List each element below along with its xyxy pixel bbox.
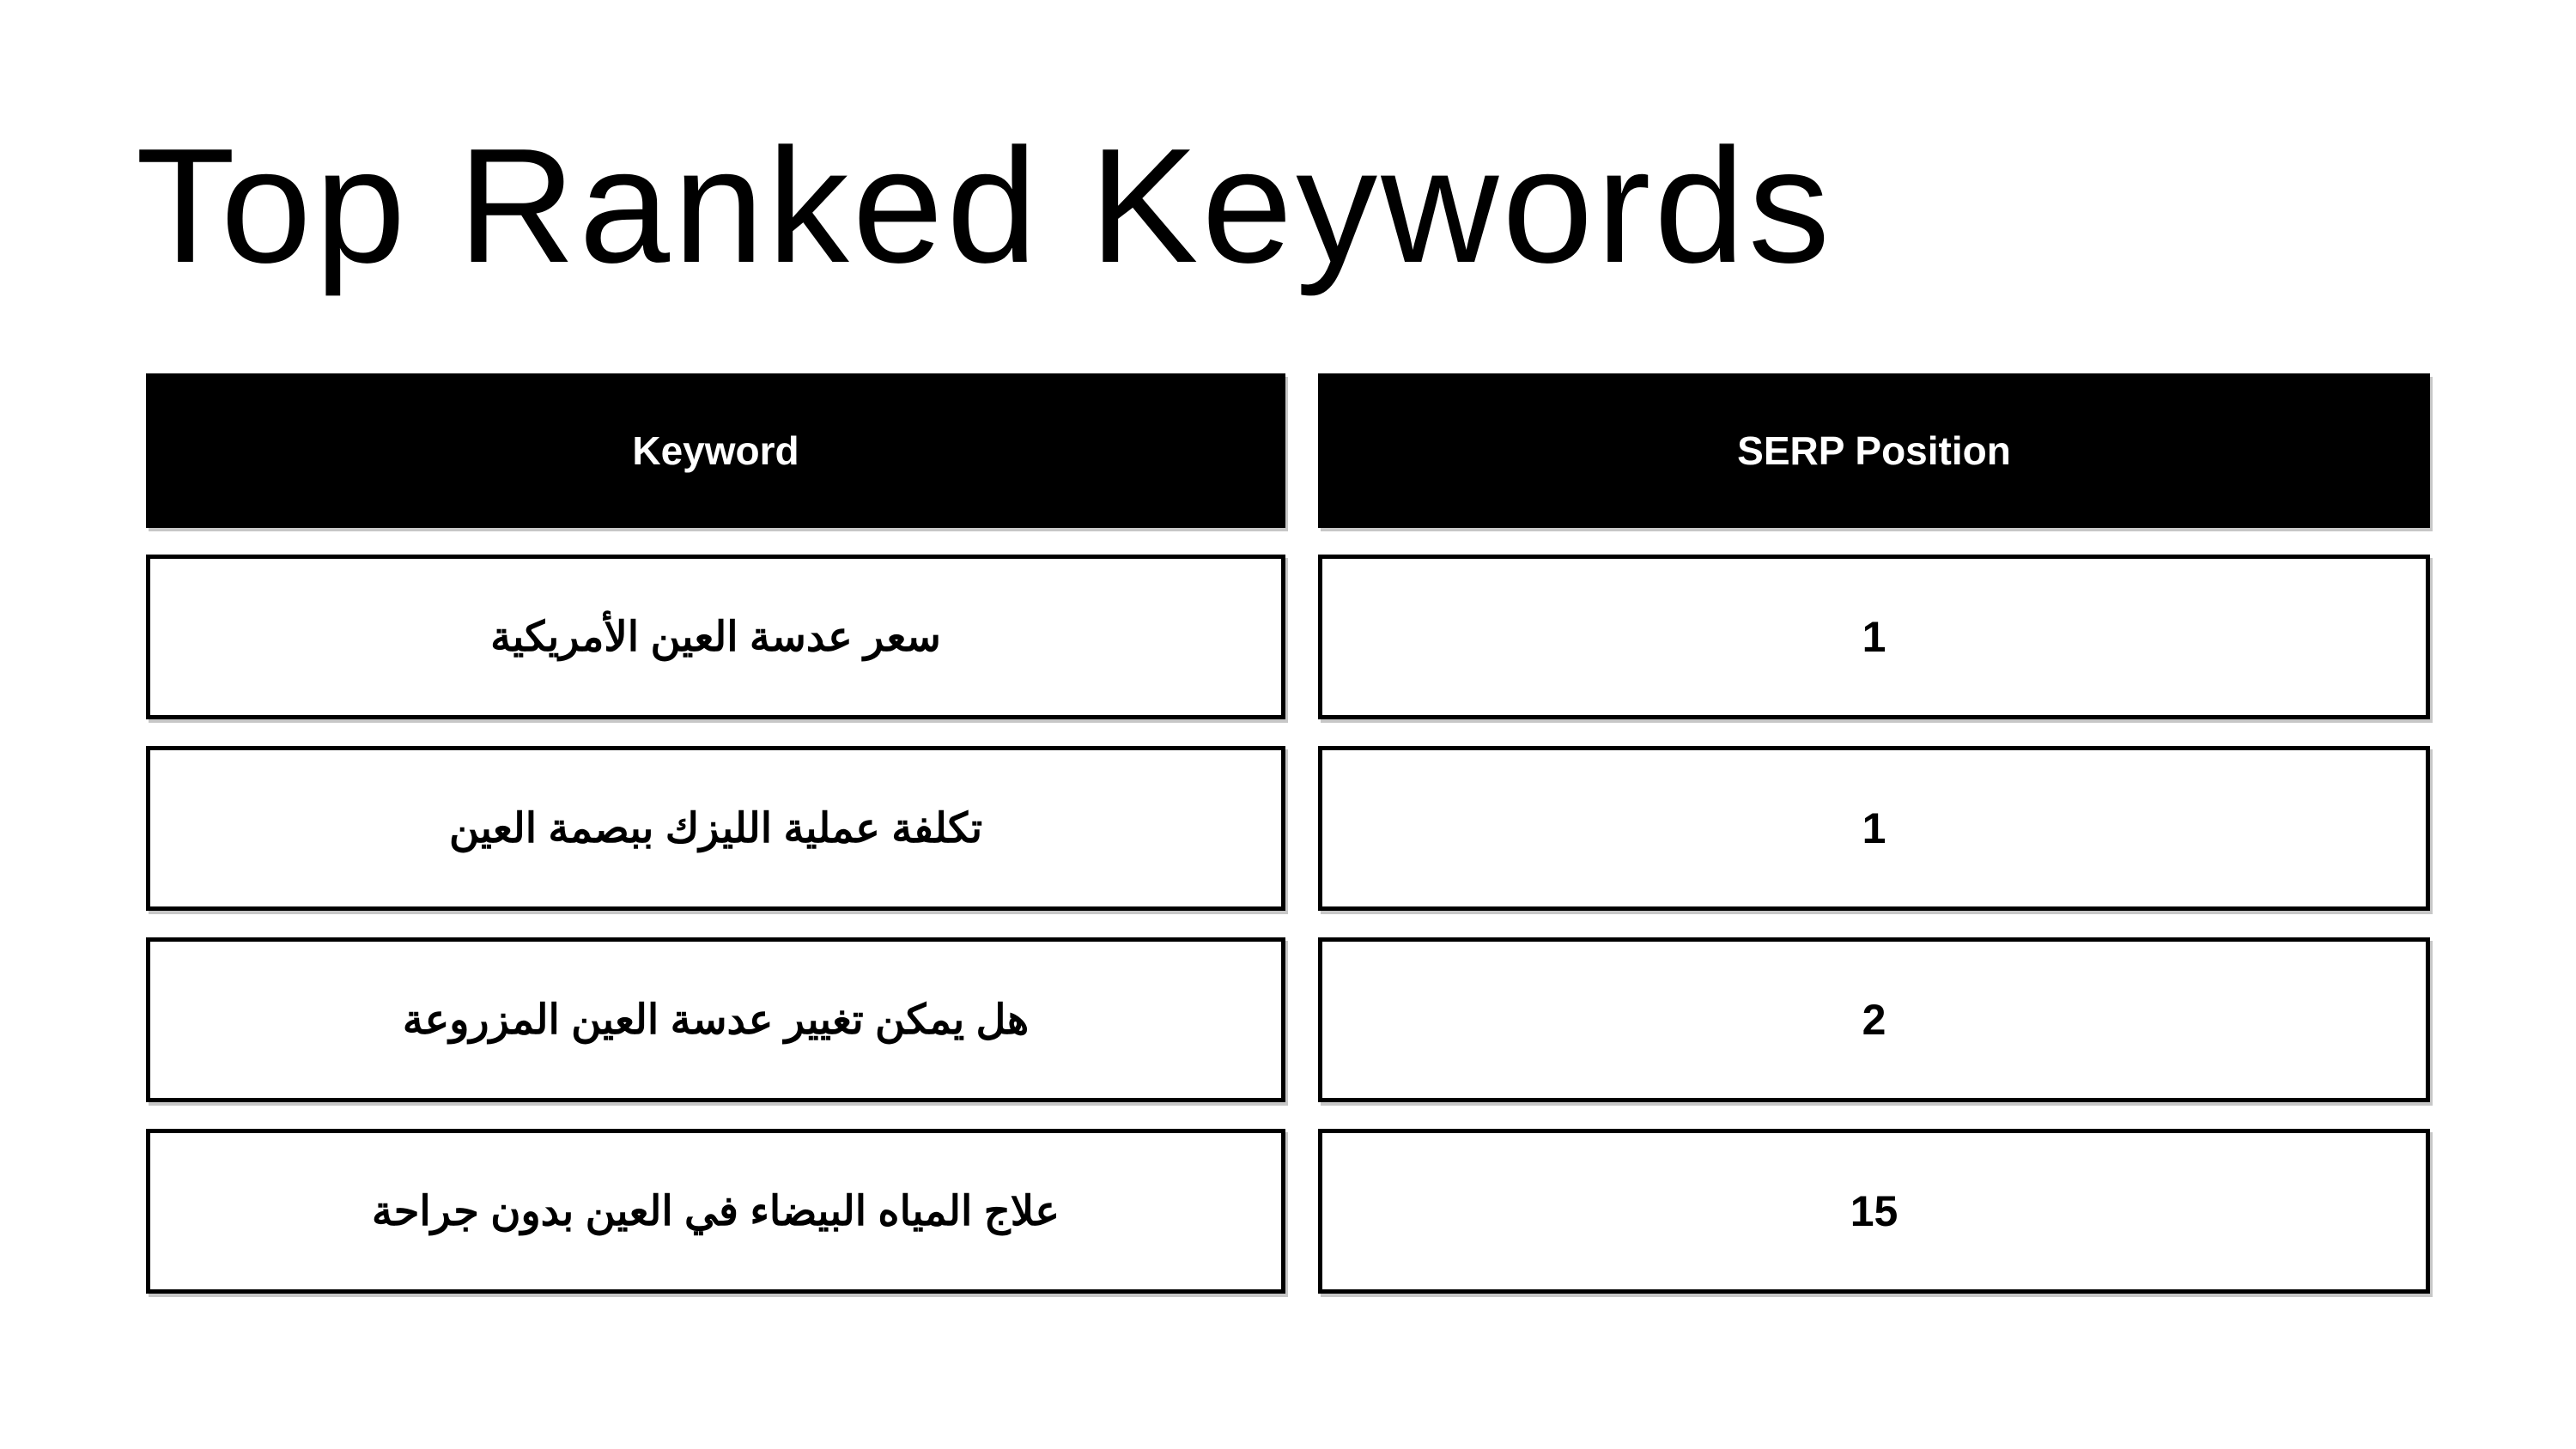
table-cell-position-row-3: 2 [1318, 937, 2430, 1102]
table-cell-keyword-row-1: سعر عدسة العين الأمريكية [146, 555, 1285, 719]
table-cell-keyword-row-2: تكلفة عملية الليزك ببصمة العين [146, 746, 1285, 911]
keywords-table [146, 373, 2430, 1294]
table-cell-keyword-row-3: هل يمكن تغيير عدسة العين المزروعة [146, 937, 1285, 1102]
table-cell-position-row-1: 1 [1318, 555, 2430, 719]
page-title: Top Ranked Keywords [136, 115, 1834, 297]
table-cell-position-row-4: 15 [1318, 1129, 2430, 1294]
table-cell-position-row-2: 1 [1318, 746, 2430, 911]
column-header-keyword: Keyword [146, 373, 1285, 528]
table-cell-keyword-row-4: علاج المياه البيضاء في العين بدون جراحة [146, 1129, 1285, 1294]
column-header-serp-position: SERP Position [1318, 373, 2430, 528]
